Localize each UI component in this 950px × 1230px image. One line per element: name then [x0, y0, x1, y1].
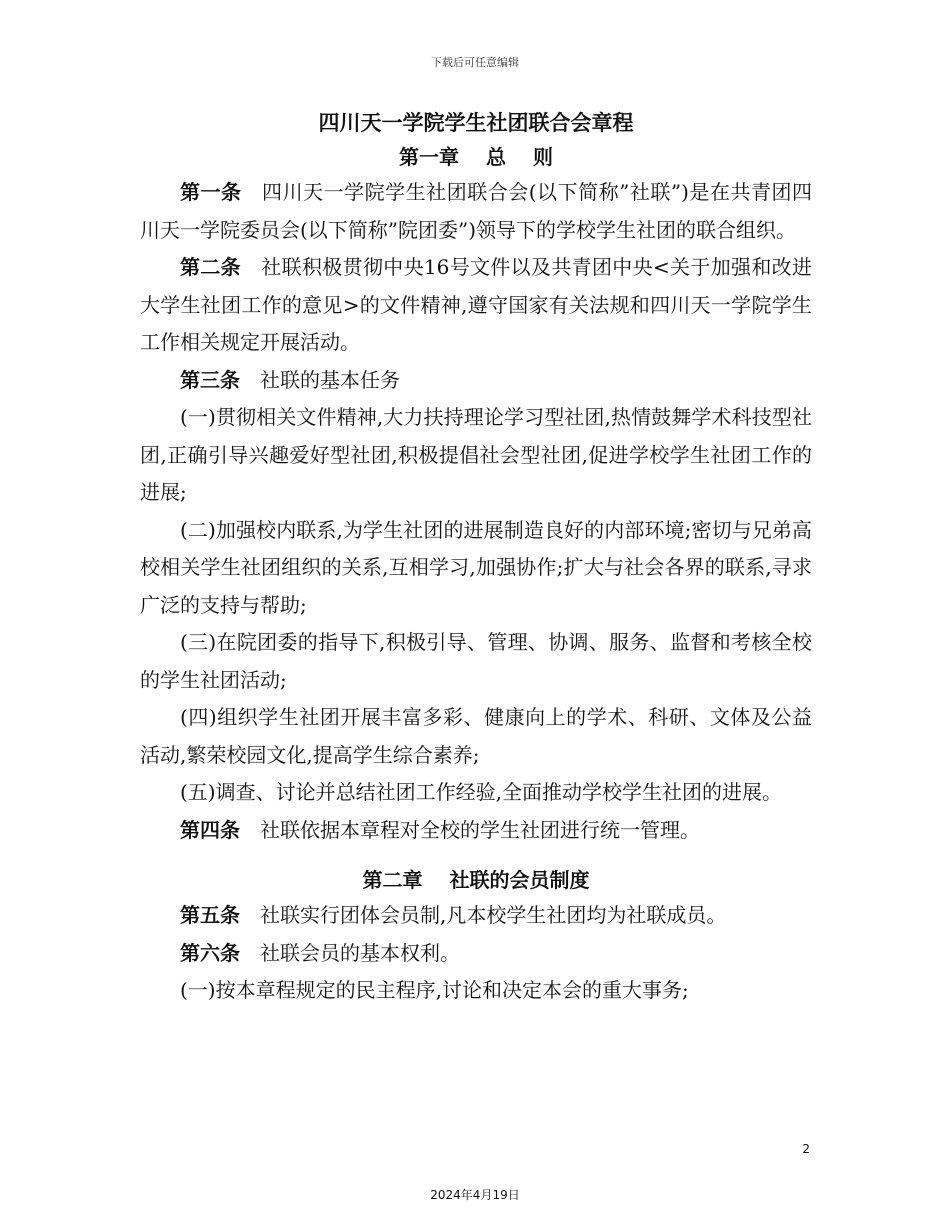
document-title: 四川天一学院学生社团联合会章程 — [318, 110, 634, 135]
article-2 — [140, 249, 812, 362]
article-1-text: 四川天一学院学生社团联合会(以下简称”社联”)是在共青团四川天一学院委员会(以下简称”院团委”)领导下的学校学生社团的联合组织。 — [140, 180, 812, 242]
article-4-lead: 第四条 — [180, 817, 240, 842]
article-2-lead: 第二条 — [180, 255, 241, 279]
article-3-item: (二)加强校内联系,为学生社团的进展制造良好的内部环境;密切与兄弟高校相关学生社团组织的关系,互相学习,加强协作;扩大与社会各界的联系,寻求广泛的支持与帮助; — [140, 517, 812, 617]
article-6 — [140, 935, 812, 973]
article-3-item: (一)贯彻相关文件精神,大力扶持理论学习型社团,热情鼓舞学术科技型社团,正确引导兴趣爱好型社团,积极提倡社会型社团,促进学校学生社团工作的进展; — [140, 405, 812, 504]
article-4-text: 社联依据本章程对全校的学生社团进行统一管理。 — [260, 817, 700, 842]
article-5-text: 社联实行团体会员制,凡本校学生社团均为社联成员。 — [260, 903, 727, 927]
article-5 — [140, 897, 812, 935]
article-6-text: 社联会员的基本权利。 — [260, 940, 460, 965]
chapter-1-heading: 第一章 总 则 — [399, 145, 553, 169]
article-4 — [140, 812, 812, 850]
chapter-2-heading: 第二章 社联的会员制度 — [362, 868, 590, 892]
article-3-text: 社联的基本任务 — [260, 367, 400, 392]
page-number: 2 — [802, 1142, 810, 1156]
article-2-text: 社联积极贯彻中央16号文件以及共青团中央<关于加强和改进大学生社团工作的意见>的文件精神,遵守国家有关法规和四川天一学院学生工作相关规定开展活动。 — [140, 255, 812, 354]
article-1-lead: 第一条 — [180, 180, 242, 204]
article-6-item: (一)按本章程规定的民主程序,讨论和决定本会的重大事务; — [180, 978, 689, 1002]
article-3-item: (三)在院团委的指导下,积极引导、管理、协调、服务、监督和考核全校的学生社团活动; — [140, 630, 812, 692]
page-header: 下载后可任意编辑 — [431, 56, 519, 69]
article-3-item: (四)组织学生社团开展丰富多彩、健康向上的学术、科研、文体及公益活动,繁荣校园文化,提高学生综合素养; — [140, 705, 812, 767]
page-footer-date: 2024年4月19日 — [430, 1188, 520, 1202]
article-6-lead: 第六条 — [180, 940, 240, 965]
document-body — [140, 106, 812, 1010]
article-5-lead: 第五条 — [180, 903, 240, 927]
article-3-item: (五)调查、讨论并总结社团工作经验,全面推动学校学生社团的进展。 — [180, 780, 782, 804]
article-3-lead: 第三条 — [180, 367, 240, 392]
article-1 — [140, 174, 812, 249]
article-3 — [140, 362, 812, 400]
